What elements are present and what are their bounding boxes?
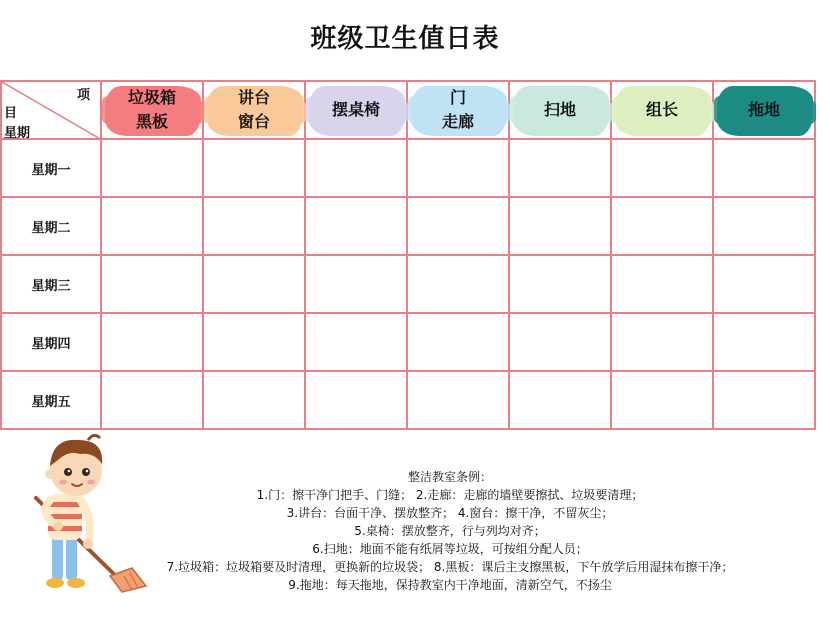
corner-label-bottom: 星期 xyxy=(4,126,31,141)
cleaning-rules xyxy=(100,468,800,594)
corner-cell xyxy=(1,81,101,139)
duty-cell[interactable] xyxy=(203,371,305,429)
duty-cell[interactable] xyxy=(407,255,509,313)
rule-line: 9.拖地：每天拖地，保持教室内干净地面，清新空气，不扬尘 xyxy=(288,578,612,592)
corner-label-middle: 目 xyxy=(4,106,18,121)
duty-cell[interactable] xyxy=(509,197,611,255)
duty-cell[interactable] xyxy=(611,139,713,197)
table-row xyxy=(1,371,815,429)
duty-cell[interactable] xyxy=(509,255,611,313)
duty-cell[interactable] xyxy=(203,197,305,255)
corner-label-top: 项 xyxy=(76,88,90,103)
table-row xyxy=(1,255,815,313)
table-row xyxy=(1,313,815,371)
duty-cell[interactable] xyxy=(611,371,713,429)
rule-line: 5.桌椅：摆放整齐，行与列均对齐； xyxy=(354,524,546,538)
day-label: 星期三 xyxy=(1,255,101,313)
duty-header-door-corridor xyxy=(407,81,509,139)
duty-cell[interactable] xyxy=(101,139,203,197)
duty-cell[interactable] xyxy=(203,255,305,313)
duty-header-trash-blackboard xyxy=(101,81,203,139)
day-label: 星期四 xyxy=(1,313,101,371)
duty-label-line1: 门 xyxy=(449,88,466,107)
duty-cell[interactable] xyxy=(611,197,713,255)
duty-cell[interactable] xyxy=(611,313,713,371)
duty-cell[interactable] xyxy=(713,313,815,371)
duty-cell[interactable] xyxy=(203,139,305,197)
duty-cell[interactable] xyxy=(407,139,509,197)
duty-cell[interactable] xyxy=(305,255,407,313)
duty-label-line1: 摆桌椅 xyxy=(331,100,380,119)
rules-heading: 整洁教室条例： xyxy=(407,470,492,484)
duty-label-line2: 窗台 xyxy=(237,112,270,131)
duty-cell[interactable] xyxy=(101,313,203,371)
duty-cell[interactable] xyxy=(305,313,407,371)
duty-label-line1: 讲台 xyxy=(237,88,270,107)
duty-cell[interactable] xyxy=(407,313,509,371)
duty-cell[interactable] xyxy=(611,255,713,313)
day-label: 星期五 xyxy=(1,371,101,429)
duty-cell[interactable] xyxy=(407,371,509,429)
duty-cell[interactable] xyxy=(305,139,407,197)
duty-header-podium-windowsill xyxy=(203,81,305,139)
table-row xyxy=(1,139,815,197)
duty-label-line1: 垃圾箱 xyxy=(127,88,176,107)
duty-cell[interactable] xyxy=(101,197,203,255)
duty-cell[interactable] xyxy=(713,197,815,255)
rule-line: 1.门：擦干净门把手、门缝； 2.走廊：走廊的墙壁要擦拭、垃圾要清理； xyxy=(256,488,644,502)
duty-cell[interactable] xyxy=(101,371,203,429)
table-row xyxy=(1,197,815,255)
duty-cell[interactable] xyxy=(713,139,815,197)
day-label: 星期一 xyxy=(1,139,101,197)
day-label: 星期二 xyxy=(1,197,101,255)
header-row xyxy=(1,81,815,139)
duty-cell[interactable] xyxy=(407,197,509,255)
duty-cell[interactable] xyxy=(509,313,611,371)
duty-header-sweep xyxy=(509,81,611,139)
duty-label-line1: 组长 xyxy=(645,100,678,119)
duty-header-desks xyxy=(305,81,407,139)
page-title: 班级卫生值日表 xyxy=(310,24,500,54)
duty-header-group-leader xyxy=(611,81,713,139)
duty-label-line1: 拖地 xyxy=(747,100,780,119)
duty-label-line2: 黑板 xyxy=(135,112,168,131)
duty-cell[interactable] xyxy=(101,255,203,313)
duty-cell[interactable] xyxy=(713,371,815,429)
duty-cell[interactable] xyxy=(509,139,611,197)
duty-cell[interactable] xyxy=(713,255,815,313)
rule-line: 7.垃圾箱：垃圾箱要及时清理，更换新的垃圾袋； 8.黑板：课后主支擦黑板，下午放学后用湿抹布擦干净； xyxy=(166,560,734,574)
rule-line: 6.扫地：地面不能有纸屑等垃圾，可按组分配人员； xyxy=(312,542,588,556)
duty-table xyxy=(0,80,816,430)
duty-label-line1: 扫地 xyxy=(543,100,576,119)
duty-cell[interactable] xyxy=(305,197,407,255)
duty-header-mop xyxy=(713,81,815,139)
duty-cell[interactable] xyxy=(305,371,407,429)
duty-label-line2: 走廊 xyxy=(441,112,474,131)
duty-cell[interactable] xyxy=(203,313,305,371)
duty-cell[interactable] xyxy=(509,371,611,429)
rule-line: 3.讲台：台面干净、摆放整齐； 4.窗台：擦干净，不留灰尘； xyxy=(286,506,614,520)
